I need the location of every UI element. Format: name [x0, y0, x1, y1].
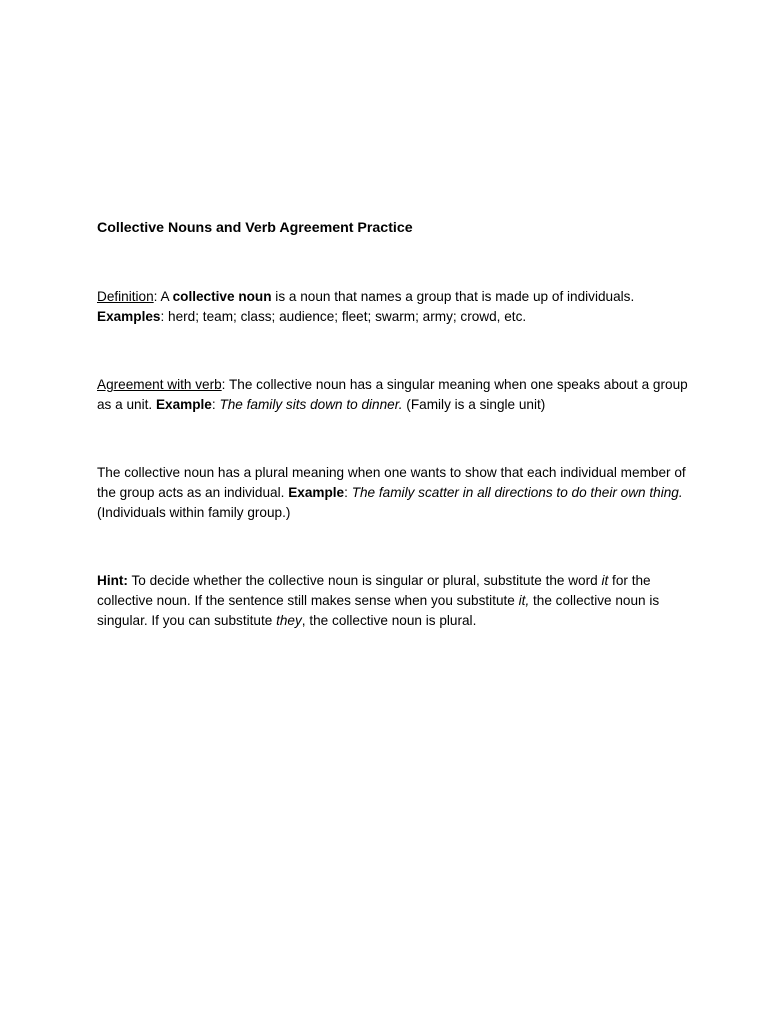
examples-label: Examples	[97, 309, 161, 325]
hint-text-2: for the collective noun. If the sentence still makes sense when you substitute	[97, 573, 651, 609]
hint-label: Hint:	[97, 573, 128, 588]
plural-example-label: Example	[288, 485, 345, 501]
definition-paragraph	[97, 287, 697, 327]
hint-word-it: it	[601, 573, 609, 588]
plural-colon: :	[344, 485, 352, 501]
hint-word-it-2: it,	[518, 593, 530, 609]
agreement-colon: :	[211, 397, 220, 413]
definition-text-2: is a noun that names a group that is made up of individuals.	[271, 289, 635, 304]
page-title: Collective Nouns and Verb Agreement Practice	[97, 220, 413, 236]
examples-text: : herd; team; class; audience; fleet; swarm; army; crowd, etc.	[160, 309, 527, 325]
hint-text-4: , the collective noun is plural.	[301, 613, 477, 629]
plural-paragraph	[97, 463, 697, 524]
plural-note: (Individuals within family group.)	[97, 505, 291, 521]
agreement-paragraph	[97, 375, 697, 415]
agreement-example-sentence: The family sits down to dinner.	[219, 397, 403, 413]
plural-example-sentence: The family scatter in all directions to do their own thing.	[351, 485, 683, 501]
agreement-text-1: : The collective noun has a singular meaning when one speaks about a group as a unit.	[97, 377, 688, 413]
hint-text-3: the collective noun is singular. If you can substitute	[97, 593, 660, 629]
agreement-label: Agreement with verb	[97, 377, 222, 392]
definition-text-1: : A	[153, 289, 173, 304]
hint-word-they: they	[276, 613, 302, 629]
hint-paragraph	[97, 571, 697, 632]
definition-term: collective noun	[172, 289, 272, 304]
agreement-note: (Family is a single unit)	[402, 397, 546, 413]
plural-text-1: The collective noun has a plural meaning when one wants to show that each individual member of the group acts as an individual.	[97, 465, 686, 501]
agreement-example-label: Example	[155, 397, 212, 413]
hint-text-1: To decide whether the collective noun is singular or plural, substitute the word	[127, 573, 602, 588]
definition-label: Definition	[97, 289, 154, 304]
